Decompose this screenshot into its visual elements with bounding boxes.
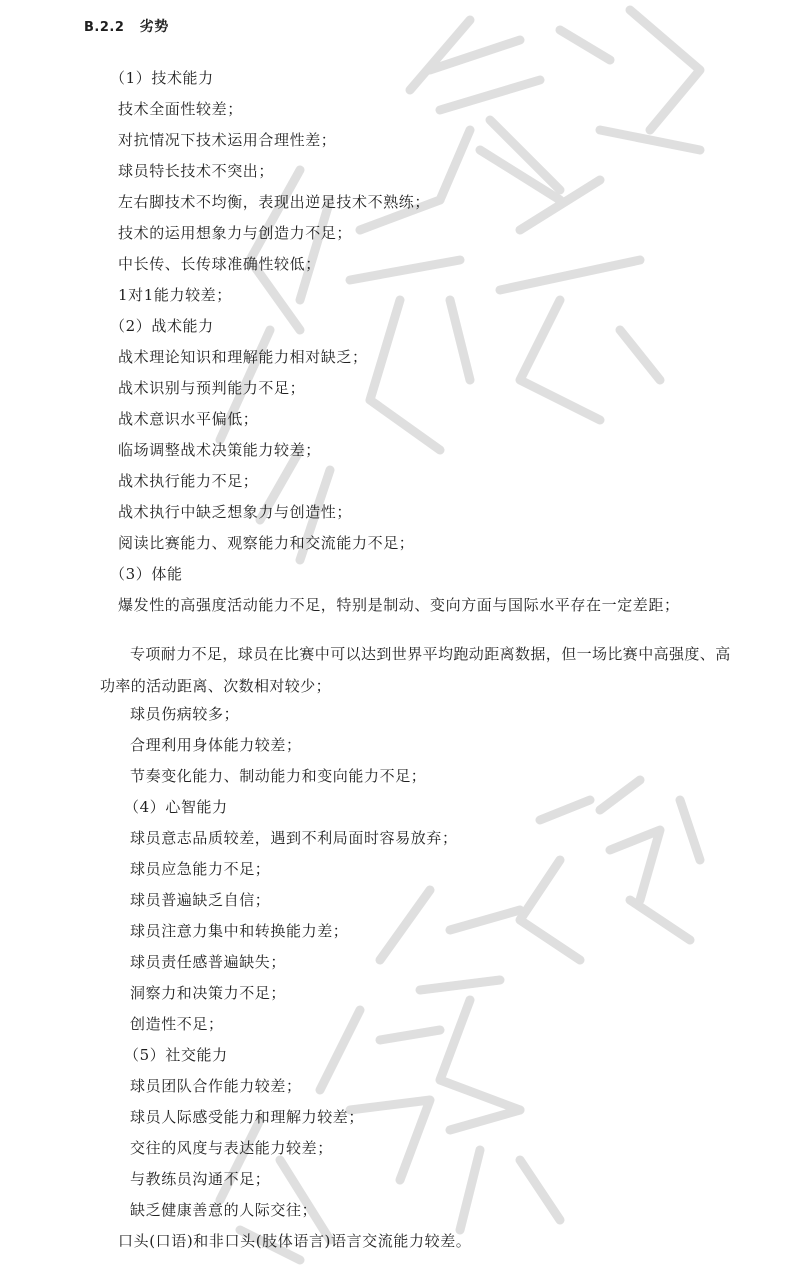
subheading-social: （5）社交能力: [124, 1046, 228, 1064]
section-title: 劣势: [139, 19, 169, 35]
list-item: 球员注意力集中和转换能力差；: [130, 922, 349, 940]
list-item: 对抗情况下技术运用合理性差；: [118, 131, 337, 149]
list-item: 节奏变化能力、制动能力和变向能力不足；: [130, 767, 427, 785]
subheading-mental: （4）心智能力: [124, 798, 228, 816]
list-item: 球员团队合作能力较差；: [130, 1077, 302, 1095]
list-item: 战术意识水平偏低；: [118, 410, 259, 428]
list-item: 技术的运用想象力与创造力不足；: [118, 224, 353, 242]
subheading-physical: （3）体能: [110, 565, 183, 583]
section-number: B.2.2: [84, 20, 125, 35]
list-item: 左右脚技术不均衡，表现出逆足技术不熟练；: [118, 193, 431, 211]
list-item: 战术理论知识和理解能力相对缺乏；: [118, 348, 368, 366]
list-item: 1对1能力较差；: [118, 286, 232, 304]
section-heading: [84, 16, 169, 38]
list-item: 球员人际感受能力和理解力较差；: [130, 1108, 365, 1126]
list-item: 合理利用身体能力较差；: [130, 736, 302, 754]
list-item: 创造性不足；: [130, 1015, 224, 1033]
subheading-technical: （1）技术能力: [110, 69, 214, 87]
list-item: 战术识别与预判能力不足；: [118, 379, 306, 397]
list-item: 阅读比赛能力、观察能力和交流能力不足；: [118, 534, 415, 552]
list-item: 与教练员沟通不足；: [130, 1170, 271, 1188]
list-item: 临场调整战术决策能力较差；: [118, 441, 321, 459]
list-item: 球员责任感普遍缺失；: [130, 953, 287, 971]
paragraph-endurance: 专项耐力不足，球员在比赛中可以达到世界平均跑动距离数据，但一场比赛中高强度、高功率的活动距离、次数相对较少；: [100, 645, 731, 695]
list-item: 交往的风度与表达能力较差；: [130, 1139, 333, 1157]
list-item: 口头(口语)和非口头(肢体语言)语言交流能力较差。: [118, 1232, 472, 1250]
list-item: 球员应急能力不足；: [130, 860, 271, 878]
list-item: 技术全面性较差；: [118, 100, 243, 118]
list-item: 战术执行中缺乏想象力与创造性；: [118, 503, 353, 521]
list-item: 洞察力和决策力不足；: [130, 984, 287, 1002]
list-item: 球员普遍缺乏自信；: [130, 891, 271, 909]
list-item: 球员特长技术不突出；: [118, 162, 275, 180]
list-item: 缺乏健康善意的人际交往；: [130, 1201, 318, 1219]
list-item: 球员意志品质较差，遇到不利局面时容易放弃；: [130, 829, 458, 847]
list-item: 爆发性的高强度活动能力不足，特别是制动、变向方面与国际水平存在一定差距；: [118, 596, 680, 614]
subheading-tactical: （2）战术能力: [110, 317, 214, 335]
list-item: 中长传、长传球准确性较低；: [118, 255, 321, 273]
list-item: 球员伤病较多；: [130, 705, 240, 723]
list-item: 战术执行能力不足；: [118, 472, 259, 490]
